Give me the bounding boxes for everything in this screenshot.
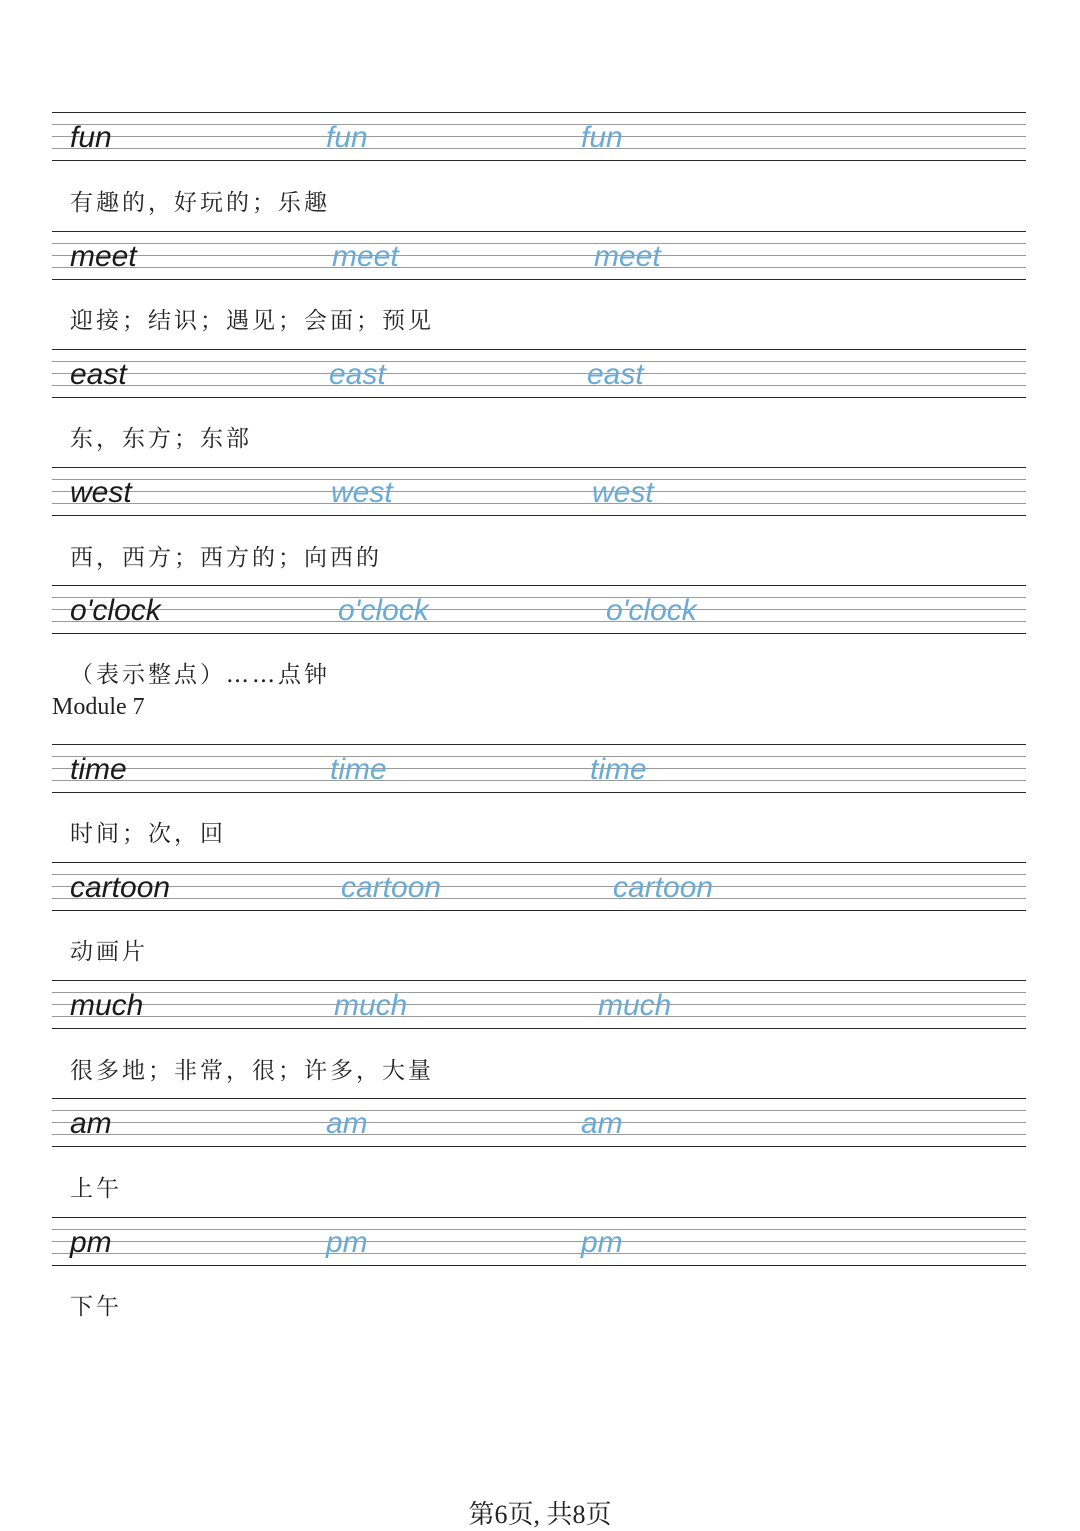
line <box>52 1241 1026 1242</box>
line <box>52 1028 1026 1029</box>
word-meaning: 上午 <box>70 1176 122 1202</box>
line <box>52 768 1026 769</box>
trace-word: east <box>329 358 386 391</box>
line <box>52 397 1026 398</box>
word-meaning: （表示整点）……点钟 <box>70 662 330 688</box>
line <box>52 491 1026 492</box>
line <box>52 349 1026 350</box>
trace-word: am <box>326 1107 368 1140</box>
line <box>52 1004 1026 1005</box>
line <box>52 1016 1026 1017</box>
line <box>52 585 1026 586</box>
page-number: 第6页, 共8页 <box>468 1500 612 1529</box>
word-meaning: 东，东方；东部 <box>70 426 252 452</box>
trace-word: pm <box>581 1226 623 1259</box>
writing-row-pm <box>52 1217 1026 1266</box>
word-meaning: 下午 <box>70 1294 122 1320</box>
trace-word: o'clock <box>338 594 429 627</box>
line <box>52 874 1026 875</box>
vocab-word: am <box>70 1107 112 1140</box>
line <box>52 1122 1026 1123</box>
line <box>52 124 1026 125</box>
line <box>52 910 1026 911</box>
vocab-word: time <box>70 753 127 786</box>
word-meaning: 动画片 <box>70 939 148 965</box>
writing-row-east <box>52 349 1026 398</box>
trace-word: west <box>331 476 393 509</box>
line <box>52 992 1026 993</box>
writing-row-west <box>52 467 1026 516</box>
line <box>52 361 1026 362</box>
word-meaning: 有趣的，好玩的；乐趣 <box>70 190 330 216</box>
line <box>52 515 1026 516</box>
line <box>52 136 1026 137</box>
line <box>52 385 1026 386</box>
trace-word: meet <box>594 240 661 273</box>
line <box>52 1134 1026 1135</box>
trace-word: cartoon <box>341 871 442 904</box>
line <box>52 756 1026 757</box>
line <box>52 1217 1026 1218</box>
line <box>52 112 1026 113</box>
trace-word: much <box>598 989 672 1022</box>
line <box>52 1098 1026 1099</box>
trace-word: time <box>330 753 387 786</box>
line <box>52 621 1026 622</box>
line <box>52 780 1026 781</box>
line <box>52 279 1026 280</box>
vocab-word: fun <box>70 121 112 154</box>
line <box>52 148 1026 149</box>
word-meaning: 很多地；非常，很；许多，大量 <box>70 1058 434 1084</box>
trace-word: time <box>590 753 647 786</box>
trace-word: am <box>581 1107 623 1140</box>
line <box>52 255 1026 256</box>
line <box>52 980 1026 981</box>
writing-row-meet <box>52 231 1026 280</box>
trace-word: pm <box>326 1226 368 1259</box>
vocab-word: meet <box>70 240 137 273</box>
line <box>52 1110 1026 1111</box>
writing-row-oclock <box>52 585 1026 634</box>
vocab-word: o'clock <box>70 594 161 627</box>
module-heading: Module 7 <box>52 694 145 720</box>
line <box>52 898 1026 899</box>
writing-row-fun <box>52 112 1026 161</box>
word-meaning: 迎接；结识；遇见；会面；预见 <box>70 308 434 334</box>
trace-word: west <box>592 476 654 509</box>
line <box>52 609 1026 610</box>
trace-word: o'clock <box>606 594 697 627</box>
trace-word: fun <box>581 121 623 154</box>
trace-word: meet <box>332 240 399 273</box>
line <box>52 503 1026 504</box>
vocab-word: west <box>70 476 132 509</box>
writing-row-am <box>52 1098 1026 1147</box>
writing-row-time <box>52 744 1026 793</box>
line <box>52 243 1026 244</box>
vocab-word: pm <box>70 1226 112 1259</box>
word-meaning: 西，西方；西方的；向西的 <box>70 545 382 571</box>
writing-row-cartoon <box>52 862 1026 911</box>
writing-row-much <box>52 980 1026 1029</box>
line <box>52 467 1026 468</box>
line <box>52 160 1026 161</box>
line <box>52 1229 1026 1230</box>
trace-word: cartoon <box>613 871 714 904</box>
line <box>52 1265 1026 1266</box>
line <box>52 633 1026 634</box>
line <box>52 479 1026 480</box>
vocab-word: much <box>70 989 144 1022</box>
line <box>52 1253 1026 1254</box>
trace-word: east <box>587 358 644 391</box>
line <box>52 792 1026 793</box>
line <box>52 231 1026 232</box>
trace-word: fun <box>326 121 368 154</box>
vocab-word: cartoon <box>70 871 171 904</box>
line <box>52 862 1026 863</box>
vocab-word: east <box>70 358 127 391</box>
trace-word: much <box>334 989 408 1022</box>
line <box>52 744 1026 745</box>
word-meaning: 时间；次，回 <box>70 821 226 847</box>
line <box>52 597 1026 598</box>
line <box>52 1146 1026 1147</box>
line <box>52 373 1026 374</box>
line <box>52 267 1026 268</box>
line <box>52 886 1026 887</box>
